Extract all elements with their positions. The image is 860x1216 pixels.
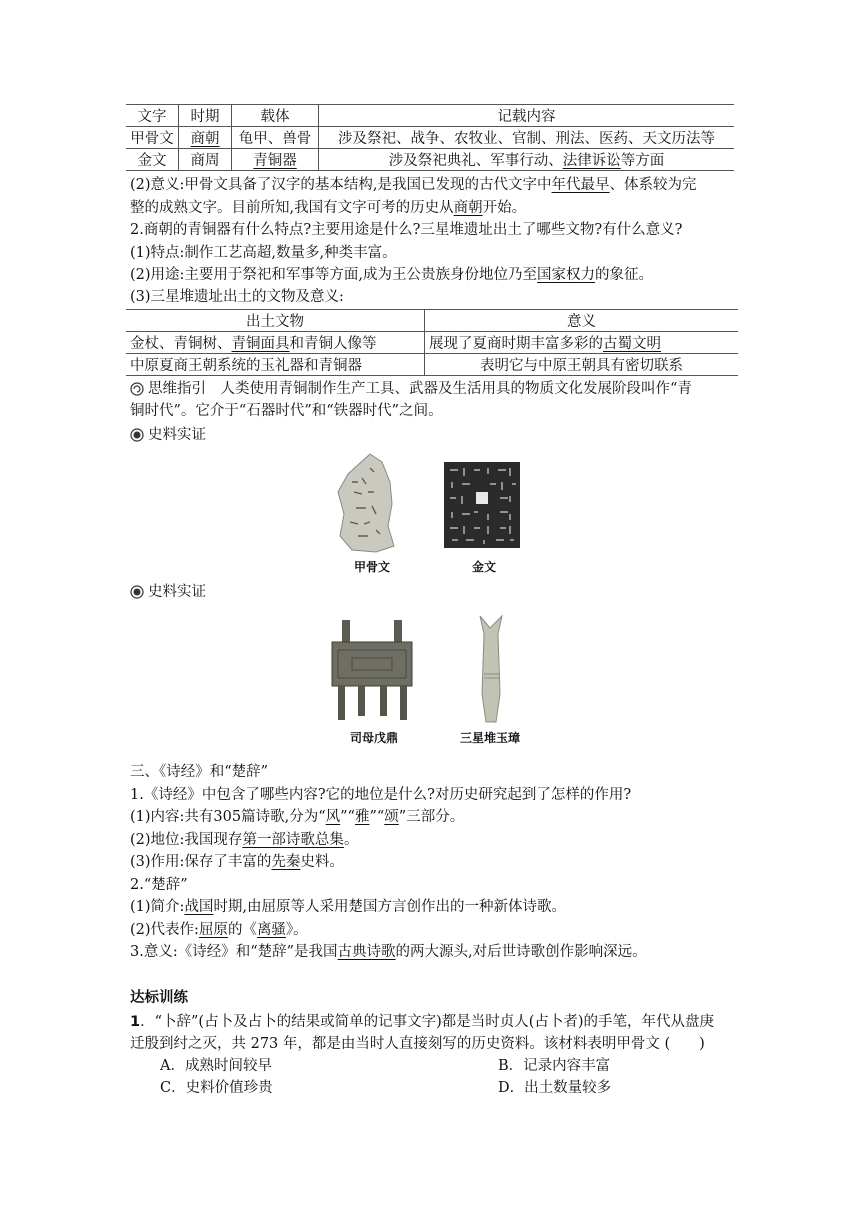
text-line: (1)内容:共有305篇诗歌,分为“风”“雅”“颂”三部分。	[130, 809, 465, 825]
text-line: (3)三星堆遗址出土的文物及意义:	[130, 289, 344, 305]
section-heading: 史料实证	[130, 425, 206, 445]
relics-table	[126, 309, 738, 376]
text-line: 1.《诗经》中包含了哪些内容?它的地位是什么?对历史研究起到了怎样的作用?	[130, 787, 632, 803]
table-cell: 龟甲、兽骨	[232, 127, 319, 149]
text-line: (1)简介:战国时期,由屈原等人采用楚国方言创作出的一种新体诗歌。	[130, 899, 567, 915]
table-cell: 涉及祭祀、战争、农牧业、官制、刑法、医药、天文历法等	[319, 127, 735, 149]
table-row	[126, 332, 738, 354]
table-header-cell: 载体	[232, 105, 319, 127]
table-cell: 涉及祭祀典礼、军事行动、法律诉讼等方面	[319, 149, 735, 171]
table-cell: 展现了夏商时期丰富多彩的古蜀文明	[425, 332, 739, 354]
table-cell: 商周	[179, 149, 232, 171]
table-cell: 青铜器	[232, 149, 319, 171]
text-line: (2)地位:我国现存第一部诗歌总集。	[130, 832, 359, 848]
table-cell: 金杖、青铜树、青铜面具和青铜人像等	[126, 332, 425, 354]
table-header-cell: 意义	[425, 310, 739, 332]
text-line: 整的成熟文字。目前所知,我国有文字可考的历史从商朝开始。	[130, 200, 527, 216]
table-cell: 金文	[126, 149, 179, 171]
text-line: 2.商朝的青铜器有什么特点?主要用途是什么?三星堆遗址出土了哪些文物?有什么意义?	[130, 222, 683, 238]
figure-caption: 司母戊鼎	[350, 731, 399, 745]
table-row	[126, 149, 734, 171]
option-b[interactable]: B．记录内容丰富	[498, 1058, 611, 1074]
table-row	[126, 354, 738, 376]
radio-bullet-icon	[130, 585, 144, 599]
text-line: 3.意义:《诗经》和“楚辞”是我国古典诗歌的两大源头,对后世诗歌创作影响深远。	[130, 944, 647, 960]
text-line: (2)意义:甲骨文具备了汉字的基本结构,是我国已发现的古代文字中年代最早、体系较为完	[130, 177, 697, 193]
table-cell: 商朝	[179, 127, 232, 149]
question-text: 1．“卜辞”(占卜及占卜的结果或简单的记事文字)都是当时贞人(占卜者)的手笔，年代从盘庚	[130, 1014, 715, 1030]
table-cell: 中原夏商王朝系统的玉礼器和青铜器	[126, 354, 425, 376]
section-heading: 史料实证	[130, 582, 206, 602]
option-c[interactable]: C．史料价值珍贵	[160, 1080, 273, 1096]
text-line: 2.“楚辞”	[130, 877, 188, 893]
figure-caption: 甲骨文	[354, 560, 391, 574]
table-header-cell: 时期	[179, 105, 232, 127]
oracle-bone-image	[332, 452, 400, 556]
text-line: (2)代表作:屈原的《离骚》。	[130, 922, 308, 938]
bronze-inscription-image	[444, 462, 520, 548]
text-line: (3)作用:保存了丰富的先秦史料。	[130, 854, 344, 870]
table-cell: 甲骨文	[126, 127, 179, 149]
text-line: (2)用途:主要用于祭祀和军事等方面,成为王公贵族身份地位乃至国家权力的象征。	[130, 267, 654, 283]
table-row	[126, 105, 734, 127]
table-header-cell: 记载内容	[319, 105, 735, 127]
simuwu-ding-image	[328, 618, 416, 722]
table-row	[126, 310, 738, 332]
table-cell: 表明它与中原王朝具有密切联系	[425, 354, 739, 376]
text-line: (1)特点:制作工艺高超,数量多,种类丰富。	[130, 245, 397, 261]
script-table	[126, 104, 734, 171]
question-text: 迁殷到纣之灭，共 273 年，都是由当时人直接刻写的历史资料。该材料表明甲骨文 ( )	[130, 1036, 705, 1052]
text-line: 铜时代”。它介于“石器时代”和“铁器时代”之间。	[130, 403, 443, 419]
thinking-guide-icon	[130, 382, 144, 396]
table-header-cell: 文字	[126, 105, 179, 127]
exercise-heading: 达标训练	[130, 990, 188, 1006]
radio-bullet-icon	[130, 428, 144, 442]
table-header-cell: 出土文物	[126, 310, 425, 332]
option-a[interactable]: A．成熟时间较早	[160, 1058, 272, 1074]
figure-caption: 三星堆玉璋	[460, 731, 521, 745]
option-d[interactable]: D．出土数量较多	[498, 1080, 612, 1096]
tip-line: 思维指引 人类使用青铜制作生产工具、武器及生活用具的物质文化发展阶段叫作“青	[130, 379, 692, 399]
figure-caption: 金文	[472, 560, 497, 574]
table-row	[126, 127, 734, 149]
sanxingdui-zhang-image	[474, 614, 508, 726]
section-title: 三、《诗经》和“楚辞”	[130, 764, 269, 780]
